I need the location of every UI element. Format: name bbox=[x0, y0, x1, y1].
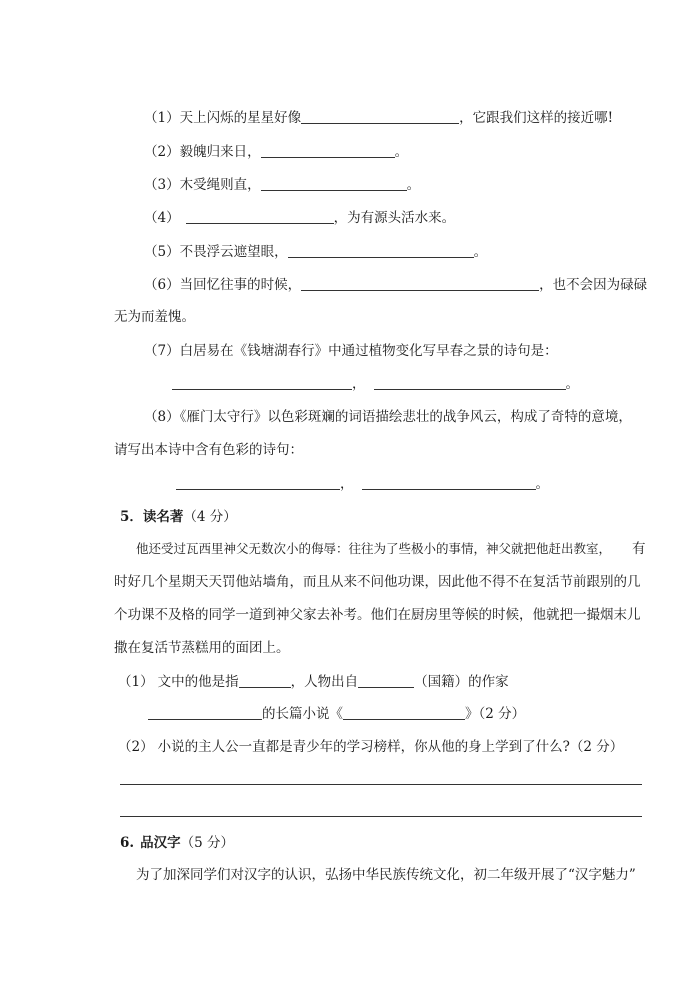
answer-line[interactable] bbox=[120, 816, 642, 817]
subquestion-text: 小说的主人公一直都是青少年的学习榜样，你从他的身上学到了什么?（2 分） bbox=[157, 739, 624, 755]
q4-item-7-answer bbox=[172, 374, 579, 394]
subquestion-number: （2） bbox=[118, 739, 154, 755]
item-text: 《雁门太守行》以色彩斑斓的词语描绘悲壮的战争风云，构成了奇特的意境， bbox=[179, 409, 632, 425]
answer-blank[interactable] bbox=[176, 475, 340, 490]
q4-item-1 bbox=[144, 108, 613, 128]
q5-passage-line-1-end bbox=[632, 539, 646, 559]
passage-text: 为了加深同学们对汉字的认识，弘扬中华民族传统文化，初二年级开展了“汉字魅力” bbox=[136, 867, 636, 883]
passage-text: 个功课不及格的同学一道到神父家去补考。他们在厨房里等候的时候，他就把一撮烟末儿 bbox=[114, 607, 641, 623]
item-number: （1） bbox=[144, 110, 180, 126]
q5-passage-line-2 bbox=[114, 572, 641, 592]
item-text: 请写出本诗中含有色彩的诗句： bbox=[114, 442, 303, 458]
item-text: 木受绳则直， bbox=[179, 177, 261, 193]
item-number: （3） bbox=[144, 177, 180, 193]
q4-item-8 bbox=[144, 407, 632, 427]
item-number: （8） bbox=[144, 409, 180, 425]
q4-item-8-continued bbox=[114, 440, 303, 460]
item-text: 。 bbox=[406, 177, 421, 193]
q5-passage-line-1 bbox=[136, 539, 611, 559]
item-text: 天上闪烁的星星好像 bbox=[179, 110, 302, 126]
q5-subquestion-1 bbox=[118, 672, 509, 692]
item-text: 。 bbox=[473, 244, 488, 260]
answer-blank[interactable] bbox=[239, 673, 291, 688]
question-number: 5． bbox=[120, 509, 143, 525]
q5-passage-line-4 bbox=[114, 638, 290, 658]
question-score: （5 分） bbox=[180, 835, 234, 851]
question-number: 6. bbox=[120, 835, 135, 851]
item-number: （6） bbox=[144, 277, 180, 293]
question-title: 品汉字 bbox=[140, 835, 181, 851]
q4-item-3 bbox=[144, 175, 420, 195]
answer-blank[interactable] bbox=[288, 243, 474, 258]
q4-item-2 bbox=[144, 142, 408, 162]
answer-blank[interactable] bbox=[301, 276, 539, 291]
question-title: 读名著 bbox=[142, 509, 184, 525]
item-text: ， bbox=[340, 476, 354, 492]
subquestion-text: 文中的他是指 bbox=[157, 674, 239, 690]
subquestion-text: ，人物出自 bbox=[290, 674, 359, 690]
subquestion-text: 的长篇小说《 bbox=[262, 706, 343, 722]
item-number: （4） bbox=[144, 210, 180, 226]
q4-item-6 bbox=[144, 275, 647, 295]
item-text: 无为而羞愧。 bbox=[114, 309, 195, 325]
item-text: 不畏浮云遮望眼， bbox=[179, 244, 288, 260]
answer-blank[interactable] bbox=[358, 673, 414, 688]
answer-blank[interactable] bbox=[261, 143, 395, 158]
passage-text: 时好几个星期天天罚他站墙角，而且从来不问他功课，因此他不得不在复活节前跟别的几 bbox=[114, 574, 641, 590]
q6-passage-line-1 bbox=[136, 865, 636, 885]
answer-blank[interactable] bbox=[301, 109, 459, 124]
q4-item-4 bbox=[144, 208, 455, 228]
answer-blank[interactable] bbox=[261, 176, 407, 191]
answer-blank[interactable] bbox=[148, 705, 262, 720]
q4-item-5 bbox=[144, 242, 487, 262]
q5-subquestion-2 bbox=[118, 737, 623, 757]
q4-item-6-continued bbox=[114, 307, 195, 327]
item-text: 毅魄归来日， bbox=[179, 144, 261, 160]
item-text: ，它跟我们这样的接近哪! bbox=[459, 110, 614, 126]
item-text: 。 bbox=[535, 476, 549, 492]
q5-heading bbox=[120, 507, 237, 527]
answer-blank[interactable] bbox=[374, 375, 566, 390]
q4-item-8-answer bbox=[176, 474, 549, 494]
passage-text: 有 bbox=[632, 541, 646, 557]
item-text: 当回忆往事的时候， bbox=[179, 277, 302, 293]
answer-line[interactable] bbox=[120, 784, 642, 785]
item-text: 。 bbox=[394, 144, 409, 160]
q5-passage-line-3 bbox=[114, 605, 641, 625]
item-text: ，也不会因为碌碌 bbox=[539, 277, 648, 293]
q6-heading bbox=[120, 833, 234, 853]
item-number: （7） bbox=[144, 343, 180, 359]
answer-blank[interactable] bbox=[186, 209, 334, 224]
q4-item-7 bbox=[144, 341, 558, 361]
item-number: （5） bbox=[144, 244, 180, 260]
q5-subquestion-1-line-2 bbox=[148, 704, 525, 724]
answer-blank[interactable] bbox=[172, 375, 352, 390]
answer-blank[interactable] bbox=[343, 705, 465, 720]
subquestion-text: 》（2 分） bbox=[465, 706, 526, 722]
question-score: （4 分） bbox=[183, 509, 237, 525]
passage-text: 撒在复活节蒸糕用的面团上。 bbox=[114, 640, 290, 656]
passage-text: 他还受过瓦西里神父无数次小的侮辱：往往为了些极小的事情，神父就把他赶出教室， bbox=[136, 541, 612, 556]
answer-blank[interactable] bbox=[362, 475, 536, 490]
item-text: ， bbox=[352, 376, 366, 392]
item-text: 。 bbox=[565, 376, 579, 392]
item-text: 白居易在《钱塘湖春行》中通过植物变化写早春之景的诗句是： bbox=[179, 343, 558, 359]
subquestion-number: （1） bbox=[118, 674, 154, 690]
subquestion-text: （国籍）的作家 bbox=[414, 674, 509, 690]
item-text: ，为有源头活水来。 bbox=[333, 210, 456, 226]
item-number: （2） bbox=[144, 144, 180, 160]
